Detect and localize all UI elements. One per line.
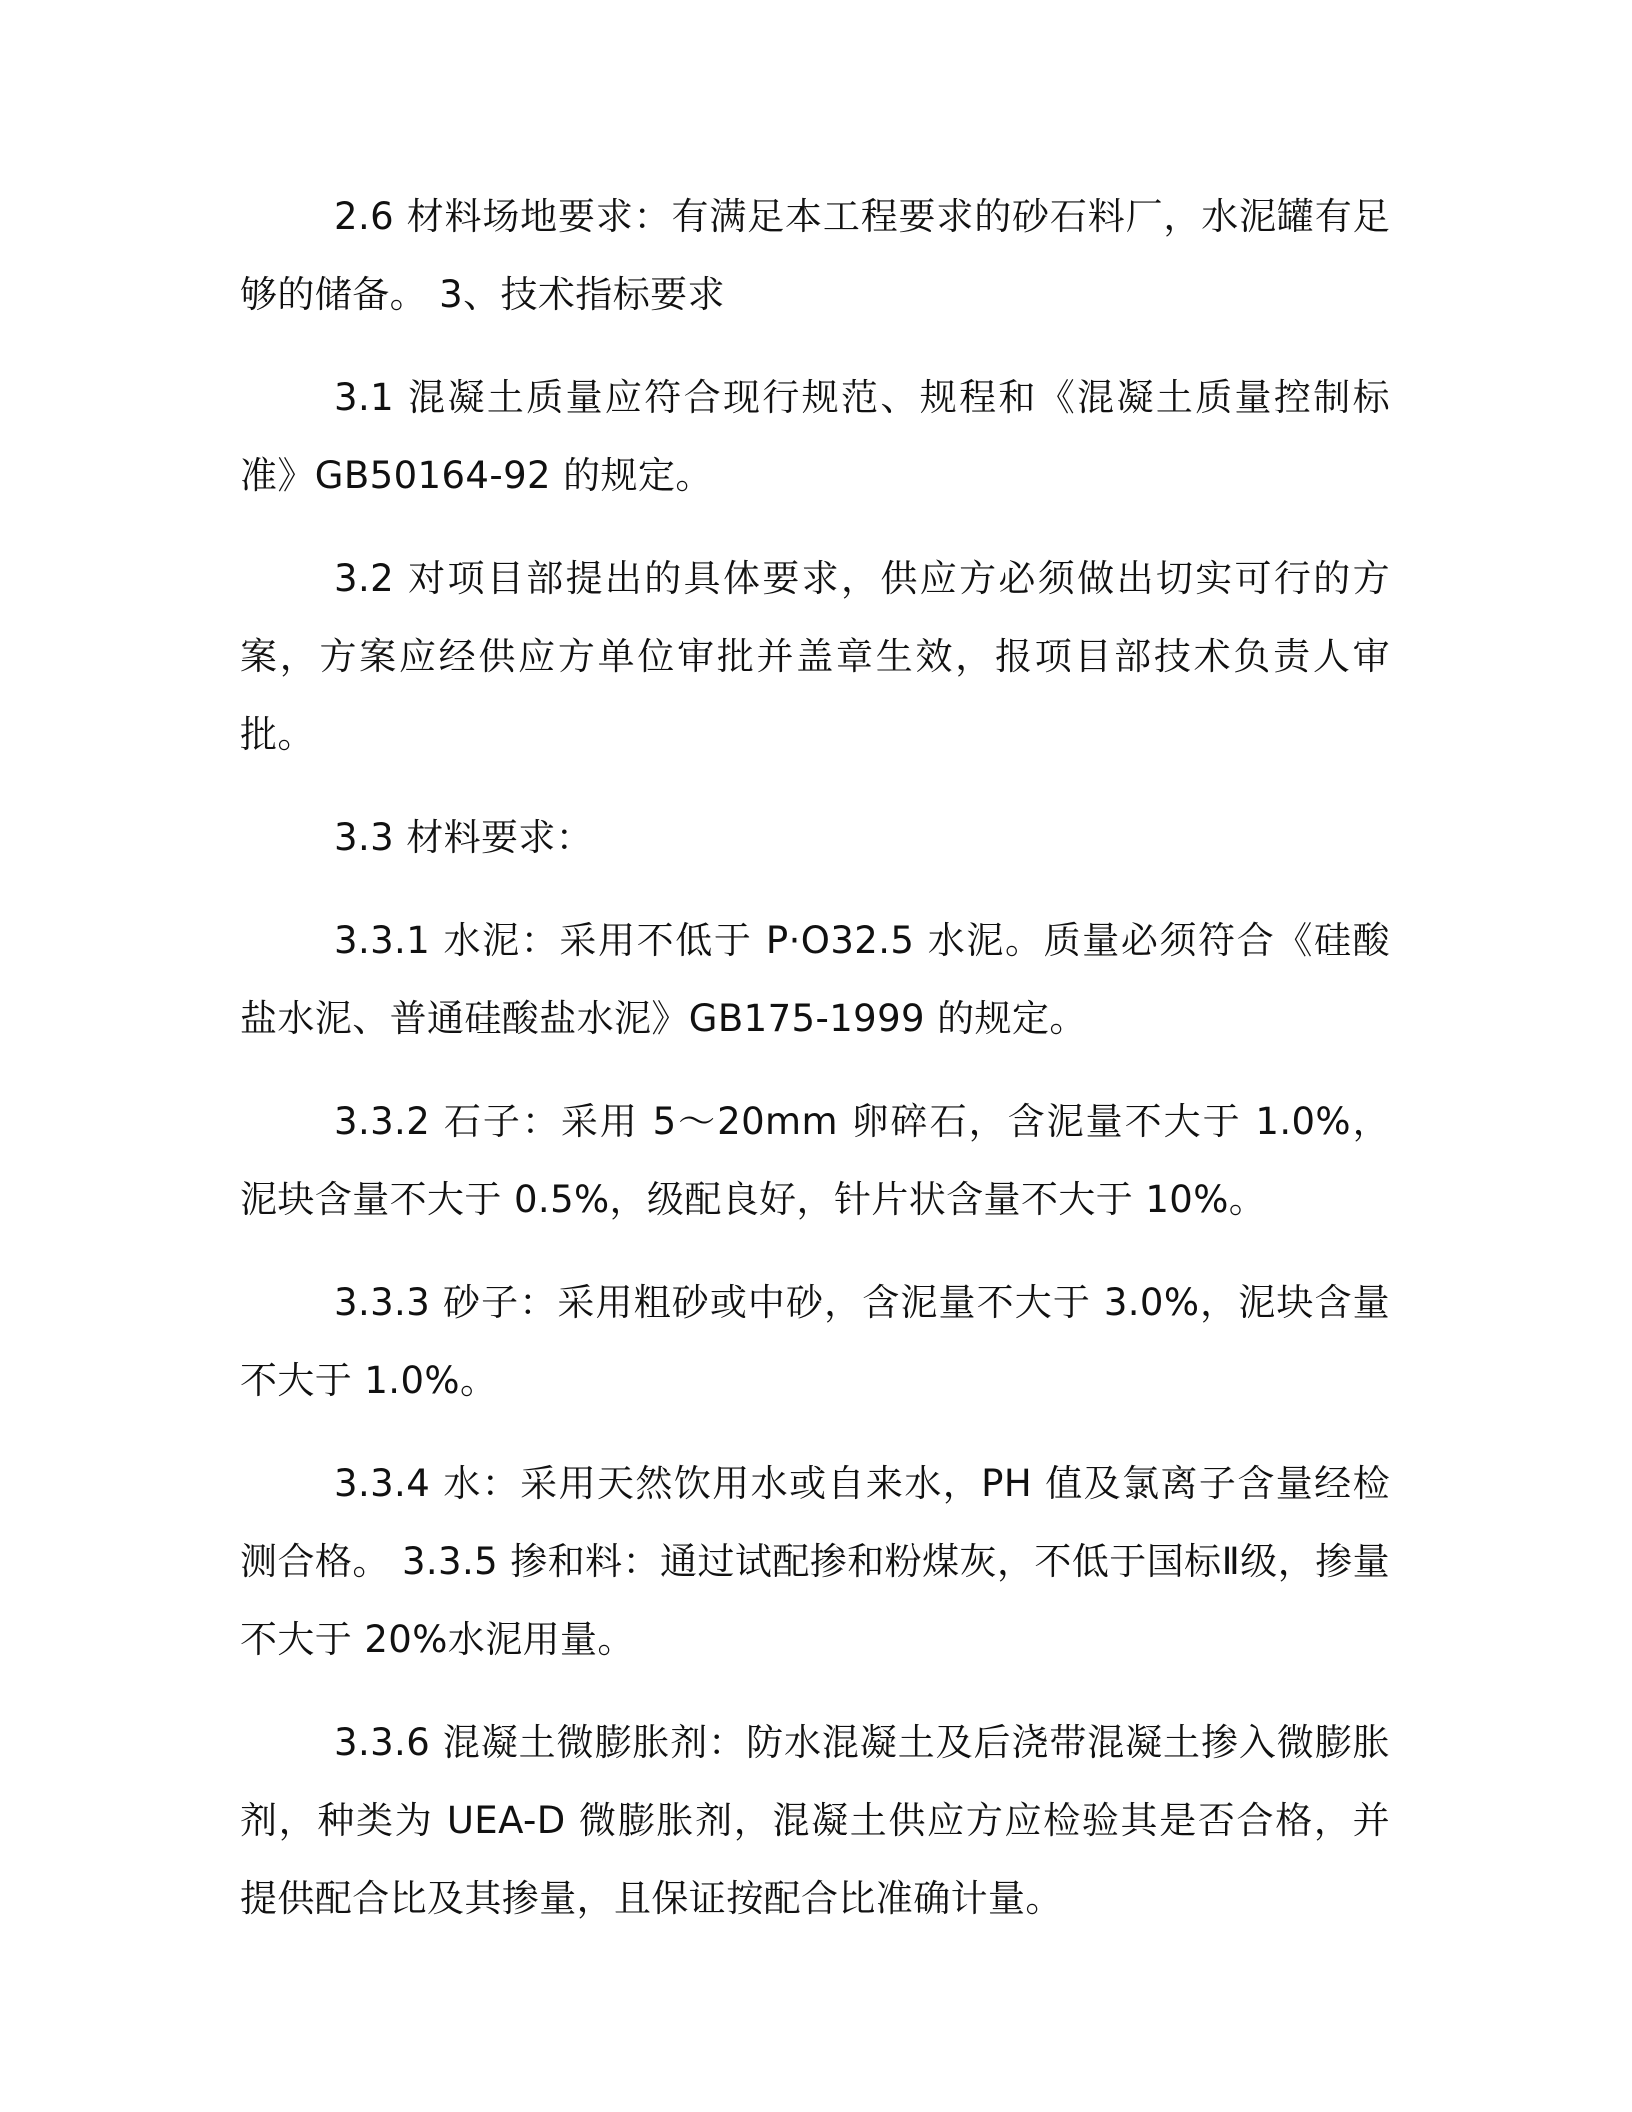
paragraph-3-3-4: 3.3.4 水：采用天然饮用水或自来水，PH 值及氯离子含量经检测合格。 3.3.5 掺和料：通过试配掺和粉煤灰，不低于国标Ⅱ级，掺量不大于 20%水泥用量。	[240, 1462, 1390, 1661]
paragraph-3-2: 3.2 对项目部提出的具体要求，供应方必须做出切实可行的方案，方案应经供应方单位审批并盖章生效，报项目部技术负责人审批。	[240, 557, 1390, 756]
paragraph-3-3-3: 3.3.3 砂子：采用粗砂或中砂，含泥量不大于 3.0%，泥块含量不大于 1.0%。	[240, 1281, 1390, 1402]
paragraph-3-3-1: 3.3.1 水泥：采用不低于 P·O32.5 水泥。质量必须符合《硅酸盐水泥、普通硅酸盐水泥》GB175-1999 的规定。	[240, 919, 1390, 1040]
paragraph-3-1: 3.1 混凝土质量应符合现行规范、规程和《混凝土质量控制标准》GB50164-92 的规定。	[240, 376, 1390, 497]
paragraph-3-3-6: 3.3.6 混凝土微膨胀剂：防水混凝土及后浇带混凝土掺入微膨胀剂，种类为 UEA-D 微膨胀剂，混凝土供应方应检验其是否合格，并提供配合比及其掺量，且保证按配合比准确计量。	[240, 1721, 1390, 1920]
paragraph-3-3-2: 3.3.2 石子：采用 5～20mm 卵碎石，含泥量不大于 1.0%，泥块含量不大于 0.5%，级配良好，针片状含量不大于 10%。	[240, 1100, 1390, 1221]
document-body	[240, 178, 1390, 1963]
paragraph-2-6: 2.6 材料场地要求：有满足本工程要求的砂石料厂，水泥罐有足够的储备。 3、技术指标要求	[240, 195, 1390, 316]
paragraph-3-3: 3.3 材料要求：	[334, 816, 594, 859]
